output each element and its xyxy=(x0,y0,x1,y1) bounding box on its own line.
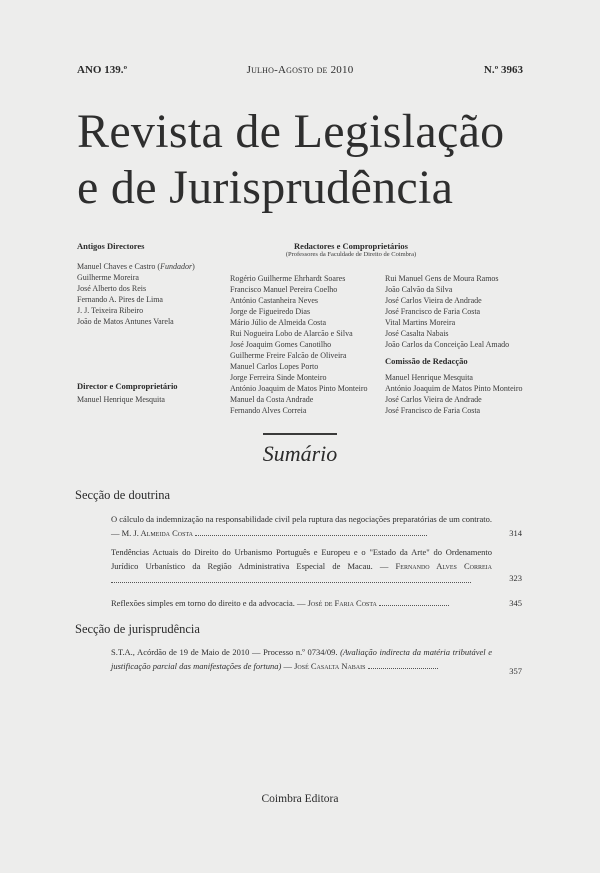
toc-entry-text: Reflexões simples em torno do direito e da advocacia. — xyxy=(111,598,306,608)
toc-entry-page: 345 xyxy=(509,598,522,608)
editor-name: António Joaquim de Matos Pinto Monteiro xyxy=(230,384,368,393)
leader-dots xyxy=(368,660,438,669)
former-director-name: Manuel Chaves e Castro (Fundador) xyxy=(77,262,195,271)
editor-name: José Casalta Nabais xyxy=(385,329,449,338)
issue-date: Julho-Agosto de 2010 xyxy=(246,64,354,76)
editor-name: Rogério Guilherme Ehrhardt Soares xyxy=(230,274,346,283)
commission-member: José Francisco de Faria Costa xyxy=(385,406,481,415)
section-title-jurisprudence: Secção de jurisprudência xyxy=(75,622,200,636)
editor-name: Mário Júlio de Almeida Costa xyxy=(230,318,326,327)
leader-dots xyxy=(111,574,471,583)
publisher-name: Coimbra Editora xyxy=(261,793,339,805)
editor-name: Guilherme Freire Falcão de Oliveira xyxy=(230,351,347,360)
editor-name: António Castanheira Neves xyxy=(230,296,318,305)
editor-name: Rui Nogueira Lobo de Alarcão e Silva xyxy=(230,329,353,338)
former-director-name: Fernando A. Pires de Lima xyxy=(77,295,163,304)
editors-column-b xyxy=(385,273,535,416)
toc-entry xyxy=(85,545,522,587)
commission-heading: Comissão de Redacção xyxy=(385,356,468,366)
former-director-name: José Alberto dos Reis xyxy=(77,284,147,293)
director-heading: Director e Comproprietário xyxy=(77,381,178,391)
toc-entry-separator: — xyxy=(283,661,292,671)
toc-entry xyxy=(85,596,522,610)
title-line-1: Revista de Legislação xyxy=(77,105,505,158)
journal-title xyxy=(77,104,537,216)
editor-name: Fernando Alves Correia xyxy=(230,406,307,415)
toc-entry xyxy=(85,512,522,540)
editor-name: José Joaquim Gomes Canotilho xyxy=(230,340,332,349)
toc-entry-page: 314 xyxy=(509,528,522,538)
summary-heading: Sumário xyxy=(262,441,338,466)
editor-name: Vital Martins Moreira xyxy=(385,318,456,327)
former-director-name: Guilherme Moreira xyxy=(77,273,139,282)
former-directors-heading: Antigos Directores xyxy=(77,241,145,251)
editors-subheading: (Professores da Faculdade de Direito de Coimbra) xyxy=(285,251,417,258)
editors-heading-block xyxy=(240,241,462,258)
toc-entry-text: O cálculo da indemnização na responsabilidade civil pela ruptura das negociações preparatórias de um contrato. — xyxy=(111,514,492,538)
toc-entry-note: (Avaliação indirecta da matéria tributável e justificação parcial das manifestações de fortuna) xyxy=(111,647,493,671)
editor-name: João Calvão da Silva xyxy=(385,285,453,294)
commission-member: Manuel Henrique Mesquita xyxy=(385,373,473,382)
editor-name: Rui Manuel Gens de Moura Ramos xyxy=(385,274,499,283)
toc-entry-text: S.T.A., Acórdão de 19 de Maio de 2010 — Processo n.º 0734/09. xyxy=(111,647,338,657)
leader-dots xyxy=(379,597,449,606)
issue-number: N.º 3963 xyxy=(483,64,523,76)
editor-name: Jorge de Figueiredo Dias xyxy=(230,307,311,316)
former-director-name: J. J. Teixeira Ribeiro xyxy=(77,306,144,315)
former-directors-list xyxy=(77,261,237,327)
leader-dots xyxy=(195,527,427,536)
commission-member: José Carlos Vieira de Andrade xyxy=(385,395,482,404)
commission-member: António Joaquim de Matos Pinto Monteiro xyxy=(385,384,523,393)
volume-year: ANO 139.º xyxy=(77,64,128,76)
former-directors-column xyxy=(77,241,237,404)
editor-name: José Francisco de Faria Costa xyxy=(385,307,481,316)
toc-entry-page: 323 xyxy=(509,573,522,583)
editor-name: Francisco Manuel Pereira Coelho xyxy=(230,285,338,294)
editor-name: Manuel Carlos Lopes Porto xyxy=(230,362,319,371)
section-title-doctrine: Secção de doutrina xyxy=(75,488,171,502)
editors-column-a xyxy=(230,273,380,416)
editor-name: Jorge Ferreira Sinde Monteiro xyxy=(230,373,327,382)
editor-name: João Carlos da Conceição Leal Amado xyxy=(385,340,510,349)
title-line-2: e de Jurisprudência xyxy=(77,161,454,214)
former-director-name: João de Matos Antunes Varela xyxy=(77,317,174,326)
director-name: Manuel Henrique Mesquita xyxy=(77,395,165,404)
editor-name: Manuel da Costa Andrade xyxy=(230,395,314,404)
toc-entry-author: José Casalta Nabais xyxy=(294,661,366,671)
toc-entry-author: Fernando Alves Correia xyxy=(395,561,493,571)
summary-divider xyxy=(263,433,337,435)
toc-entry xyxy=(85,645,522,676)
toc-entry-author: José de Faria Costa xyxy=(307,598,377,608)
editors-heading: Redactores e Comproprietários xyxy=(294,241,408,251)
toc-entry-text: Tendências Actuais do Direito do Urbanismo Português e Europeu e o "Estado da Arte" do Ordenamento Jurídico Urbanístico da Região Administrativa Especial de Macau. — xyxy=(111,547,492,571)
editor-name: José Carlos Vieira de Andrade xyxy=(385,296,482,305)
toc-entry-page: 357 xyxy=(509,666,522,676)
toc-entry-author: M. J. Almeida Costa xyxy=(121,528,193,538)
